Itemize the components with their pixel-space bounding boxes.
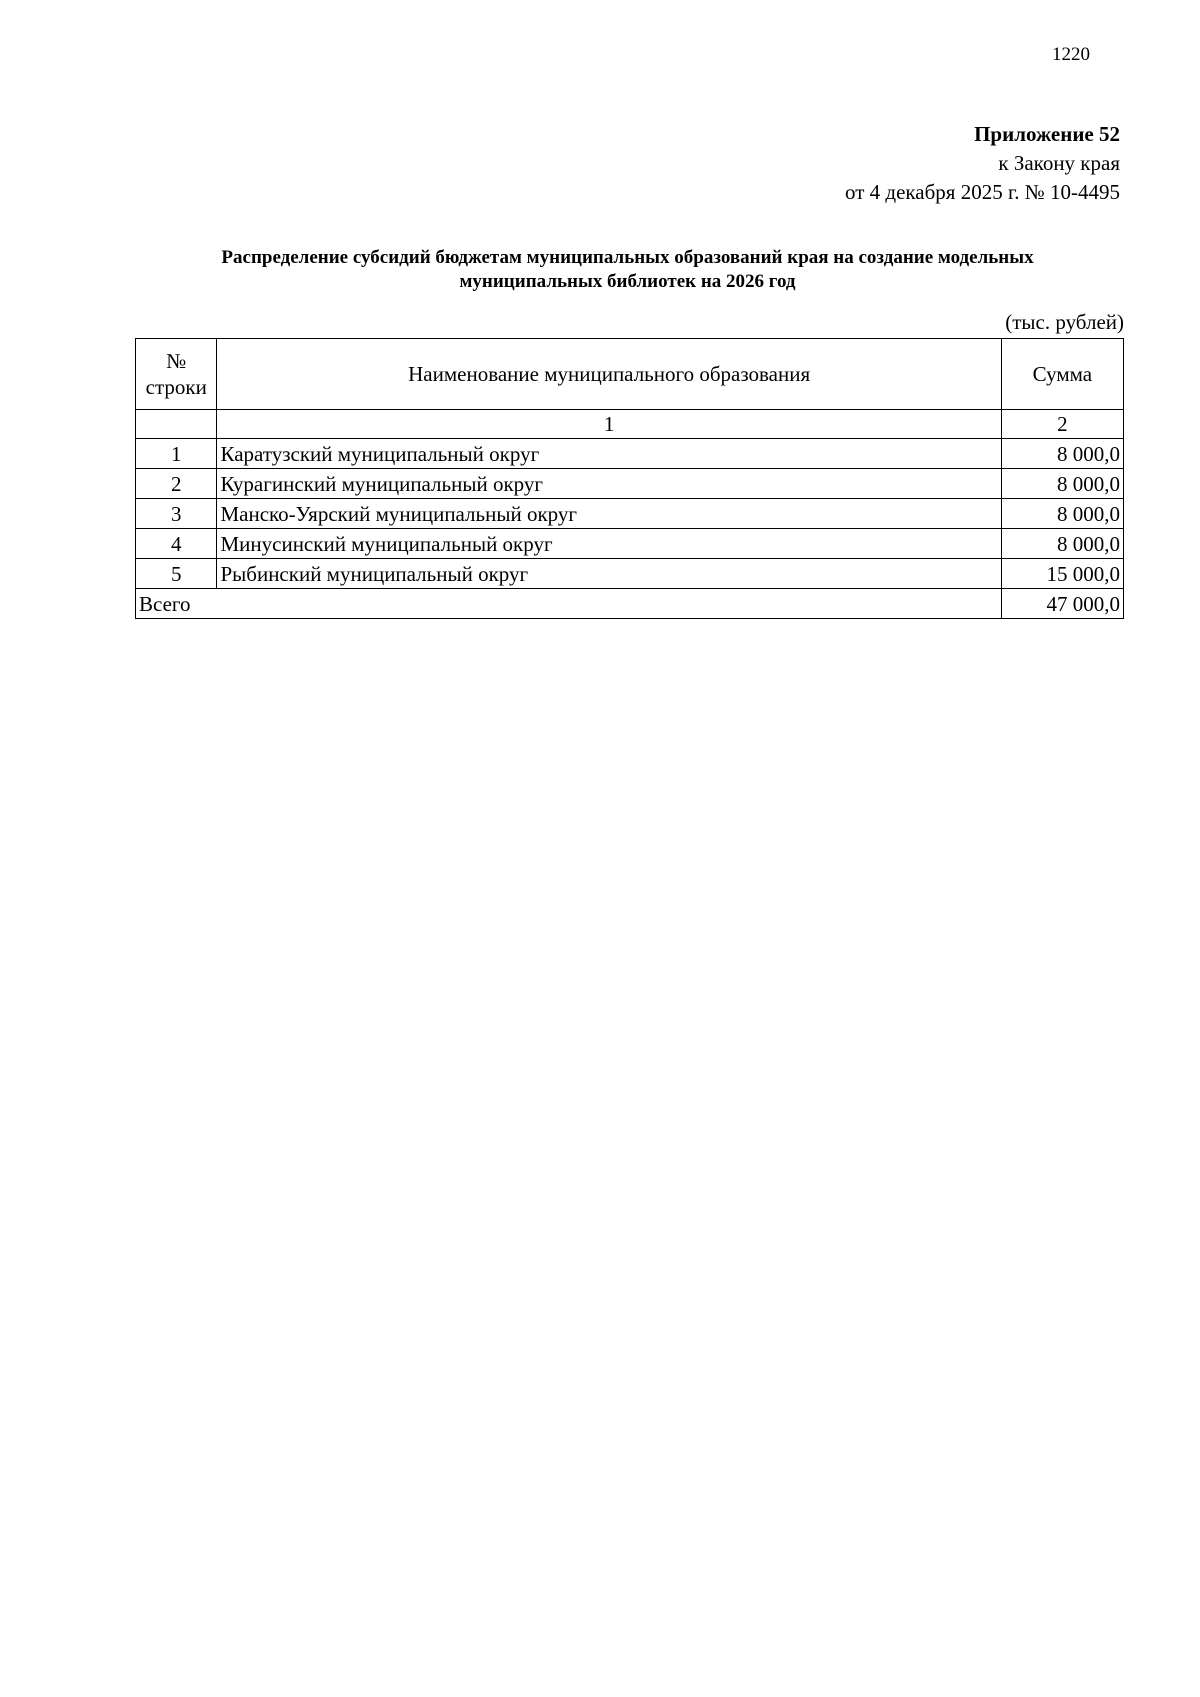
row-municipality: Курагинский муниципальный округ bbox=[217, 469, 1001, 499]
row-sum: 8 000,0 bbox=[1001, 499, 1123, 529]
total-row bbox=[136, 589, 1124, 619]
header-row-number bbox=[136, 339, 217, 410]
header-number-sign: № bbox=[166, 349, 187, 373]
units-label: (тыс. рублей) bbox=[1005, 310, 1124, 334]
column-index-row bbox=[136, 410, 1124, 439]
row-sum: 8 000,0 bbox=[1001, 439, 1123, 469]
table-header-row bbox=[136, 339, 1124, 410]
subsidy-table bbox=[135, 338, 1124, 619]
table-row bbox=[136, 439, 1124, 469]
row-municipality: Рыбинский муниципальный округ bbox=[217, 559, 1001, 589]
table-row bbox=[136, 499, 1124, 529]
document-title bbox=[135, 246, 1120, 294]
row-number: 5 bbox=[136, 559, 217, 589]
header-row-word: строки bbox=[145, 375, 207, 399]
row-municipality: Минусинский муниципальный округ bbox=[217, 529, 1001, 559]
column-index-num bbox=[136, 410, 217, 439]
column-index-sum: 2 bbox=[1001, 410, 1123, 439]
header-municipality-name: Наименование муниципального образования bbox=[217, 339, 1001, 410]
document-title-line-1: Распределение субсидий бюджетам муниципальных образований края на создание модельных bbox=[221, 247, 1034, 268]
row-number: 3 bbox=[136, 499, 217, 529]
total-label: Всего bbox=[136, 589, 1002, 619]
row-sum: 8 000,0 bbox=[1001, 529, 1123, 559]
appendix-title: Приложение 52 bbox=[974, 122, 1120, 146]
appendix-law-date: от 4 декабря 2025 г. № 10-4495 bbox=[845, 180, 1120, 204]
row-municipality: Манско-Уярский муниципальный округ bbox=[217, 499, 1001, 529]
table-row bbox=[136, 469, 1124, 499]
row-number: 4 bbox=[136, 529, 217, 559]
total-sum: 47 000,0 bbox=[1001, 589, 1123, 619]
header-sum: Сумма bbox=[1001, 339, 1123, 410]
document-title-line-2: муниципальных библиотек на 2026 год bbox=[459, 271, 796, 292]
row-number: 2 bbox=[136, 469, 217, 499]
appendix-block bbox=[845, 120, 1120, 207]
page-number: 1220 bbox=[1052, 44, 1090, 65]
row-number: 1 bbox=[136, 439, 217, 469]
row-sum: 8 000,0 bbox=[1001, 469, 1123, 499]
table-row bbox=[136, 529, 1124, 559]
row-municipality: Каратузский муниципальный округ bbox=[217, 439, 1001, 469]
row-sum: 15 000,0 bbox=[1001, 559, 1123, 589]
appendix-law-reference: к Закону края bbox=[998, 151, 1120, 175]
table-row bbox=[136, 559, 1124, 589]
column-index-name: 1 bbox=[217, 410, 1001, 439]
